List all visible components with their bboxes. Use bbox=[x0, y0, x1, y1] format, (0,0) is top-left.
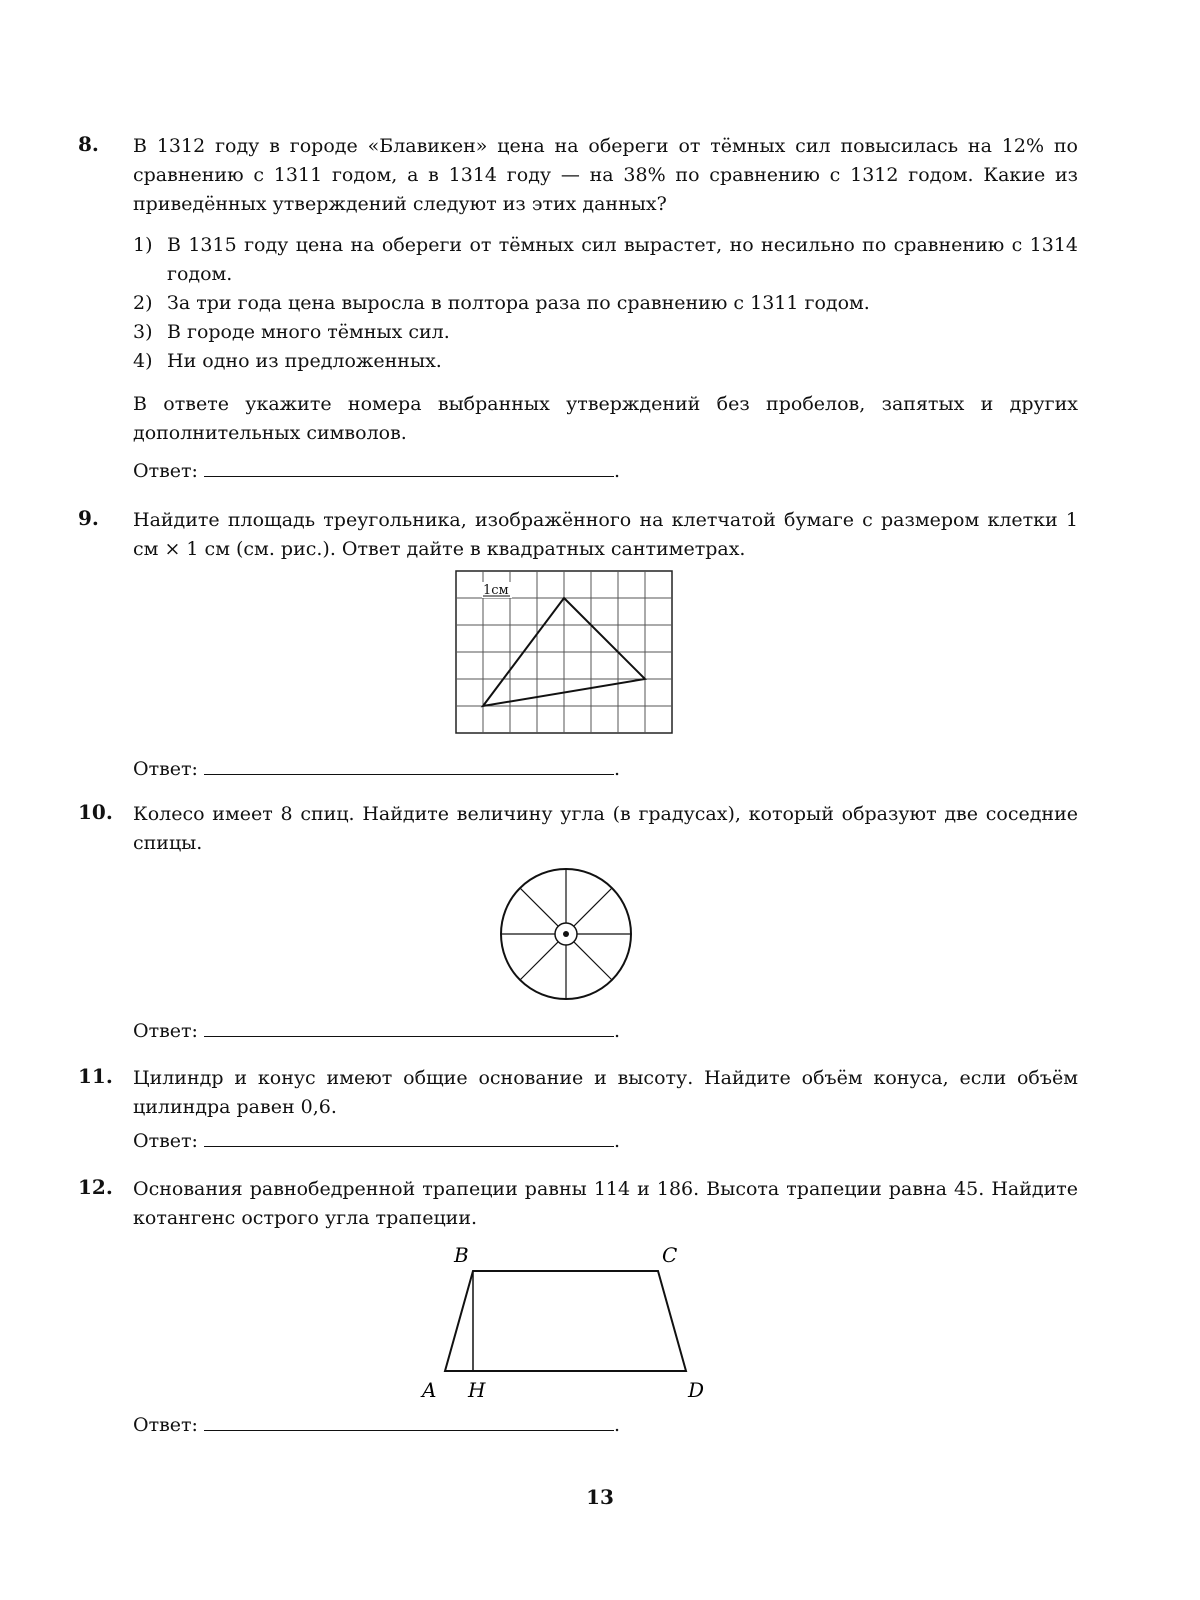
answer-label: Ответ: bbox=[133, 1414, 198, 1436]
problem-number: 10. bbox=[78, 800, 113, 824]
answer-10: Ответ: . bbox=[133, 1020, 620, 1042]
problem-number: 8. bbox=[78, 132, 99, 156]
scale-label: 1см bbox=[483, 583, 509, 598]
instructions-note: В ответе укажите номера выбранных утверждений без пробелов, запятых и других дополнительных символов. bbox=[133, 393, 1078, 444]
page-number: 13 bbox=[586, 1485, 614, 1509]
option-3 bbox=[133, 318, 1078, 347]
answer-12: Ответ: . bbox=[133, 1414, 620, 1436]
answer-line[interactable] bbox=[204, 1018, 614, 1037]
option-number: 2) bbox=[133, 292, 153, 314]
problem-body bbox=[133, 1175, 1078, 1233]
answer-label: Ответ: bbox=[133, 460, 198, 482]
answer-8: Ответ: . bbox=[133, 460, 620, 482]
wheel-figure bbox=[498, 866, 634, 1002]
problem-text: Найдите площадь треугольника, изображённого на клетчатой бумаге с размером клетки 1 см × 1 см (см. рис.). Ответ дайте в квадратных сантиметрах. bbox=[133, 509, 1078, 560]
problem-body bbox=[133, 506, 1078, 564]
vertex-label-h: H bbox=[468, 1378, 486, 1402]
answer-9: Ответ: . bbox=[133, 758, 620, 780]
problem-body bbox=[133, 132, 1078, 448]
answer-11: Ответ: . bbox=[133, 1130, 620, 1152]
trapezoid bbox=[445, 1271, 686, 1371]
vertex-label-a: A bbox=[422, 1378, 437, 1402]
problem-number: 9. bbox=[78, 506, 99, 530]
answer-label: Ответ: bbox=[133, 1020, 198, 1042]
problem-body bbox=[133, 800, 1078, 858]
trapezoid-figure bbox=[410, 1240, 730, 1410]
options-list bbox=[133, 231, 1078, 376]
answer-line[interactable] bbox=[204, 1412, 614, 1431]
problem-text: Основания равнобедренной трапеции равны 114 и 186. Высота трапеции равна 45. Найдите котангенс острого угла трапеции. bbox=[133, 1178, 1078, 1229]
problem-number: 11. bbox=[78, 1064, 113, 1088]
option-number: 3) bbox=[133, 321, 153, 343]
option-number: 4) bbox=[133, 350, 153, 372]
vertex-label-b: B bbox=[454, 1243, 469, 1267]
option-number: 1) bbox=[133, 234, 153, 256]
vertex-label-d: D bbox=[688, 1378, 705, 1402]
option-text: За три года цена выросла в полтора раза по сравнению с 1311 годом. bbox=[167, 292, 870, 314]
problem-text: Цилиндр и конус имеют общие основание и высоту. Найдите объём конуса, если объём цилиндра равен 0,6. bbox=[133, 1067, 1078, 1118]
problem-body bbox=[133, 1064, 1078, 1122]
problem-text: В 1312 году в городе «Блавикен» цена на обереги от тёмных сил повысилась на 12% по сравнению с 1311 годом, а в 1314 году — на 38% по сравнению с 1312 годом. Какие из приведённых утверждений следуют из этих данных? bbox=[133, 135, 1078, 215]
option-1 bbox=[133, 231, 1078, 289]
option-text: В 1315 году цена на обереги от тёмных сил вырастет, но несильно по сравнению с 1314 годом. bbox=[167, 234, 1078, 285]
answer-line[interactable] bbox=[204, 1128, 614, 1147]
option-text: Ни одно из предложенных. bbox=[167, 350, 442, 372]
problem-text: Колесо имеет 8 спиц. Найдите величину угла (в градусах), который образуют две соседние спицы. bbox=[133, 803, 1078, 854]
answer-label: Ответ: bbox=[133, 1130, 198, 1152]
option-text: В городе много тёмных сил. bbox=[167, 321, 450, 343]
answer-line[interactable] bbox=[204, 756, 614, 775]
option-2 bbox=[133, 289, 1078, 318]
problem-number: 12. bbox=[78, 1175, 113, 1199]
answer-line[interactable] bbox=[204, 458, 614, 477]
answer-label: Ответ: bbox=[133, 758, 198, 780]
vertex-label-c: C bbox=[662, 1243, 678, 1267]
grid-triangle-figure bbox=[455, 570, 675, 736]
option-4 bbox=[133, 347, 1078, 376]
